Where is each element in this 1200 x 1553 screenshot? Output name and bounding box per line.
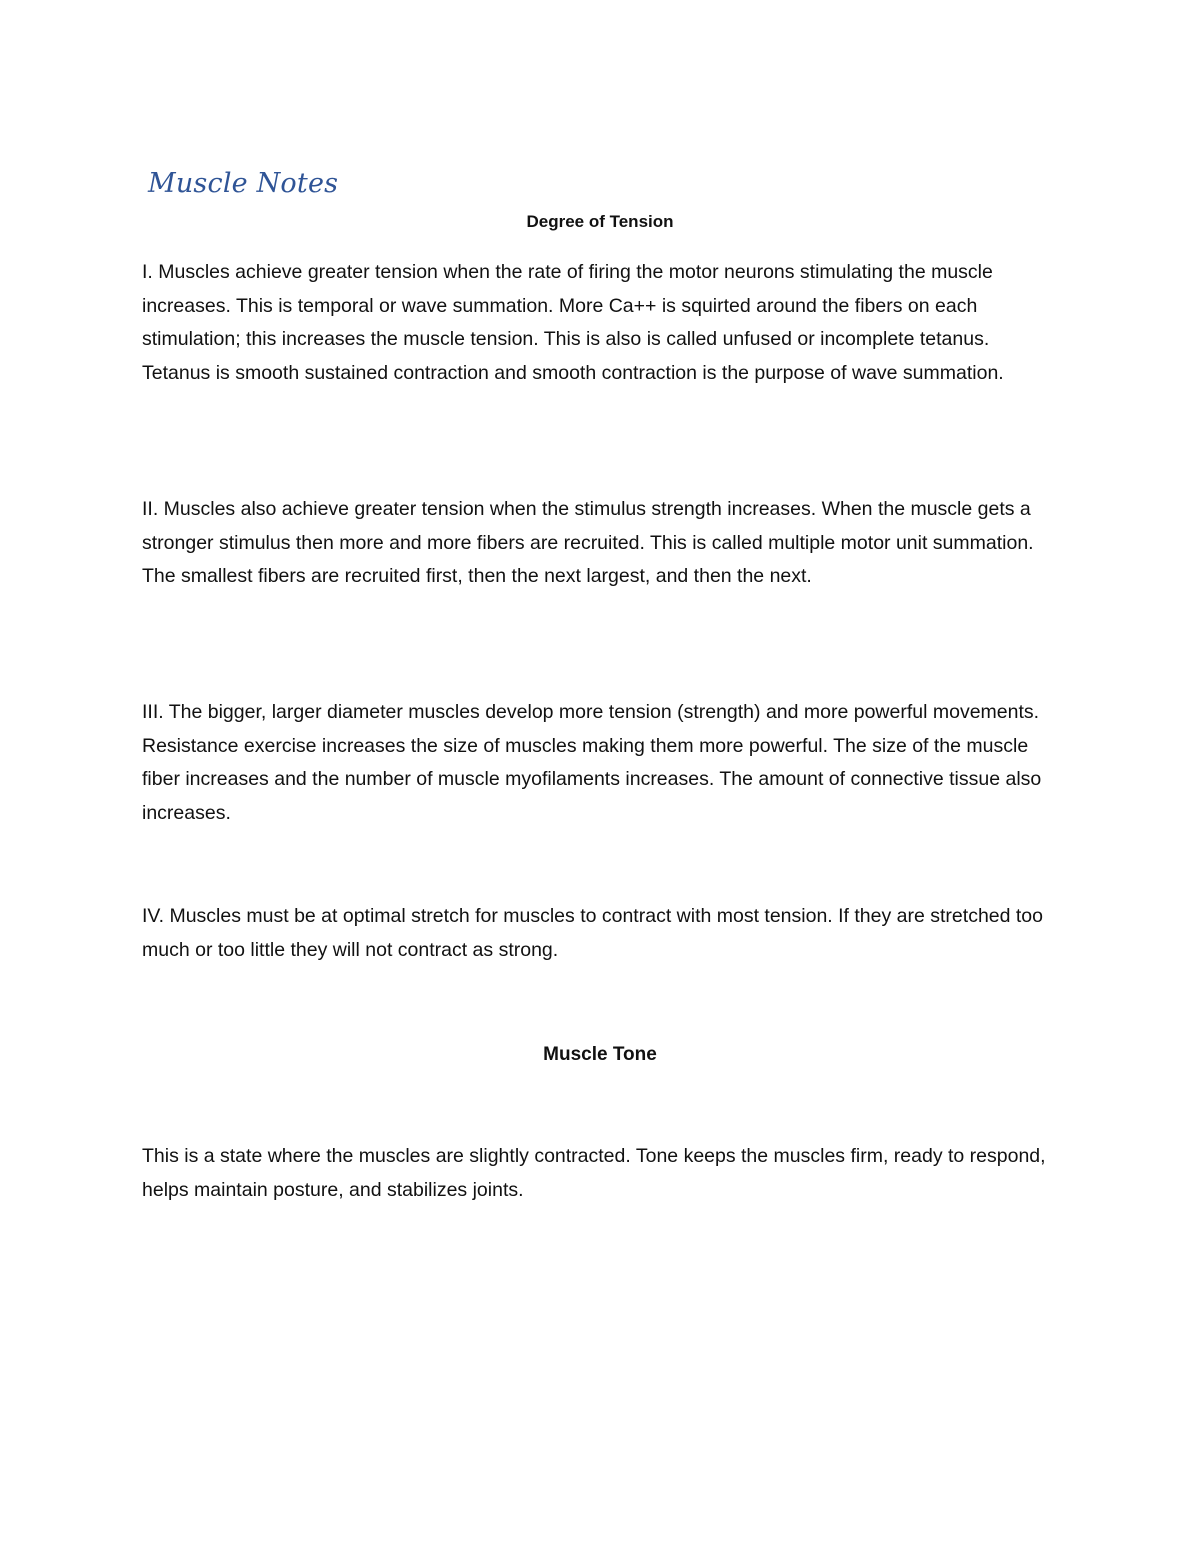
document-title: Muscle Notes (148, 168, 339, 199)
paragraph-tension-iii: III. The bigger, larger diameter muscles develop more tension (strength) and more powerful movements. Resistance exercise increases the size of muscles making them more powerful. The size of the muscle fiber increases and the number of muscle myofilaments increases. The amount of connective tissue also increases. (142, 701, 1042, 824)
paragraph-tension-ii: II. Muscles also achieve greater tension when the stimulus strength increases. When the muscle gets a stronger stimulus then more and more fibers are recruited. This is called multiple motor unit summation. The smallest fibers are recruited first, then the next largest, and then the next. (142, 498, 1034, 587)
paragraph-tension-i: I. Muscles achieve greater tension when the rate of firing the motor neurons stimulating the muscle increases. This is temporal or wave summation. More Ca++ is squirted around the fibers on each stimulation; this increases the muscle tension. This is also is called unfused or incomplete tetanus. Tetanus is smooth sustained contraction and smooth contraction is the purpose of wave summation. (142, 261, 1004, 384)
paragraph-muscle-tone: This is a state where the muscles are slightly contracted. Tone keeps the muscles firm, ready to respond, helps maintain posture, and stabilizes joints. (142, 1145, 1046, 1201)
section-heading-degree-of-tension: Degree of Tension (526, 212, 674, 231)
paragraph-tension-iv: IV. Muscles must be at optimal stretch for muscles to contract with most tension. If they are stretched too much or too little they will not contract as strong. (142, 905, 1043, 961)
section-heading-muscle-tone: Muscle Tone (543, 1044, 657, 1065)
